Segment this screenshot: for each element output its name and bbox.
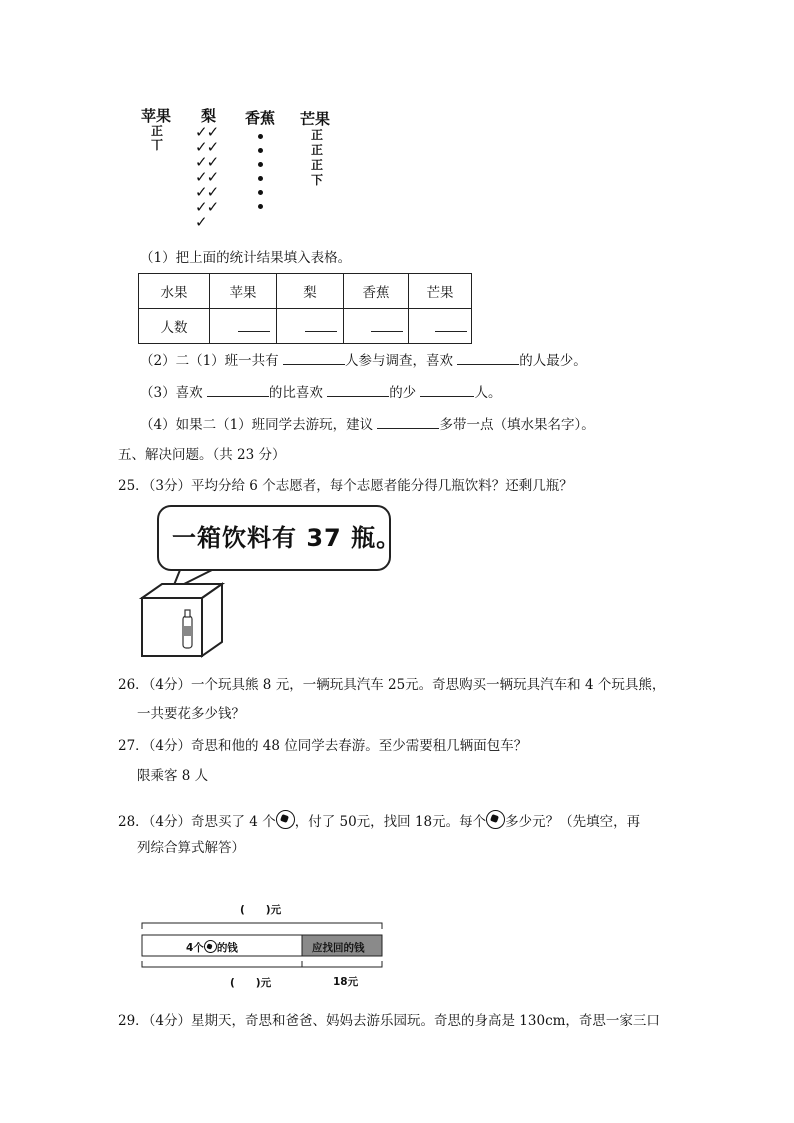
apple-count-blank[interactable]	[210, 309, 277, 344]
answer-blank[interactable]	[327, 382, 389, 397]
passenger-limit-note: 限乘客 8 人	[137, 768, 209, 784]
tally-header-pear: 梨	[201, 107, 217, 125]
tally-header-banana: 香蕉	[245, 109, 276, 127]
tally-header-apple: 苹果	[141, 107, 172, 125]
speech-bubble-text: 一箱饮料有 37 瓶。	[172, 524, 402, 552]
banana-dot	[258, 148, 263, 153]
banana-dot	[258, 176, 263, 181]
banana-dot	[258, 134, 263, 139]
pear-count-blank[interactable]	[277, 309, 344, 344]
mango-tally-mark: 正	[311, 128, 324, 142]
apple-tally-mark: 丅	[151, 138, 164, 152]
question-28-line1	[118, 810, 640, 832]
table-row	[139, 309, 472, 344]
section-title: 五、解决问题。（共 23 分）	[118, 447, 286, 463]
soccer-ball-icon	[276, 810, 295, 829]
answer-blank[interactable]	[283, 350, 345, 365]
answer-blank[interactable]	[420, 382, 474, 397]
diagram-text: 的钱	[216, 942, 238, 954]
table-header-cell: 梨	[277, 274, 344, 309]
pear-check-marks: ✓✓ ✓✓ ✓✓ ✓✓ ✓✓ ✓✓ ✓	[195, 123, 219, 231]
banana-dot	[258, 190, 263, 195]
table-row	[139, 274, 472, 309]
q24-sub2	[140, 350, 587, 371]
table-row-label: 人数	[139, 309, 210, 344]
q24-sub4-text: （4）如果二（1）班同学去游玩，建议	[140, 417, 374, 433]
table-header-cell: 香蕉	[344, 274, 409, 309]
change-segment-label: 应找回的钱	[312, 942, 365, 954]
q28-text: 28．（4分）奇思买了 4 个	[118, 814, 276, 830]
q24-sub4	[140, 414, 595, 435]
q28-text: ，付了 50元，找回 18元。每个	[294, 814, 487, 830]
change-amount-label: 18元	[333, 976, 359, 988]
banana-count-blank[interactable]	[344, 309, 409, 344]
mango-tally-mark: 正	[311, 143, 324, 157]
question-26-line1: 26．（4分）一个玩具熊 8 元，一辆玩具汽车 25元。奇思购买一辆玩具汽车和 4 个玩具熊，	[118, 677, 666, 693]
answer-blank[interactable]	[377, 414, 439, 429]
balls-cost-segment-label	[186, 940, 238, 955]
q24-sub3-text: 人。	[474, 385, 502, 401]
table-header-cell: 芒果	[409, 274, 472, 309]
table-header-cell: 苹果	[210, 274, 277, 309]
answer-blank[interactable]	[457, 350, 519, 365]
mango-tally-mark: 正	[311, 158, 324, 172]
question-26-line2: 一共要花多少钱？	[137, 706, 245, 722]
q28-text: 多少元？（先填空，再	[505, 814, 641, 830]
total-amount-label: ( )元	[240, 904, 282, 916]
mango-count-blank[interactable]	[409, 309, 472, 344]
soccer-ball-icon	[204, 940, 217, 953]
q24-sub2-text: 人参与调查，喜欢	[344, 353, 453, 369]
mango-tally-mark: 下	[311, 173, 324, 187]
drink-box-illustration	[136, 560, 246, 660]
q24-sub2-text: （2）二（1）班一共有	[140, 353, 279, 369]
diagram-text: 4个	[186, 942, 204, 954]
tally-header-mango: 芒果	[300, 110, 331, 128]
question-25: 25．（3分）平均分给 6 个志愿者，每个志愿者能分得几瓶饮料？还剩几瓶？	[118, 478, 573, 494]
question-29: 29．（4分）星期天，奇思和爸爸、妈妈去游乐园玩。奇思的身高是 130cm，奇思一家三口	[118, 1013, 660, 1029]
apple-tally-mark: 正	[151, 124, 164, 138]
q24-sub3-text: 的少	[389, 385, 417, 401]
q24-sub1: （1）把上面的统计结果填入表格。	[140, 250, 352, 266]
question-27: 27．（4分）奇思和他的 48 位同学去春游。至少需要租几辆面包车？	[118, 738, 528, 754]
table-header-cell: 水果	[139, 274, 210, 309]
q24-sub3-text: （3）喜欢	[140, 385, 203, 401]
q24-sub4-text: 多带一点（填水果名字）。	[439, 417, 595, 433]
q24-sub3-text: 的比喜欢	[268, 385, 323, 401]
answer-blank[interactable]	[207, 382, 269, 397]
q24-sub2-text: 的人最少。	[519, 353, 587, 369]
soccer-ball-icon	[486, 810, 505, 829]
balls-cost-answer-label: ( )元	[230, 977, 272, 989]
banana-dot	[258, 204, 263, 209]
q24-sub3	[140, 382, 501, 403]
question-28-line2: 列综合算式解答）	[137, 840, 245, 856]
banana-dot	[258, 162, 263, 167]
fruit-count-table	[138, 273, 472, 344]
